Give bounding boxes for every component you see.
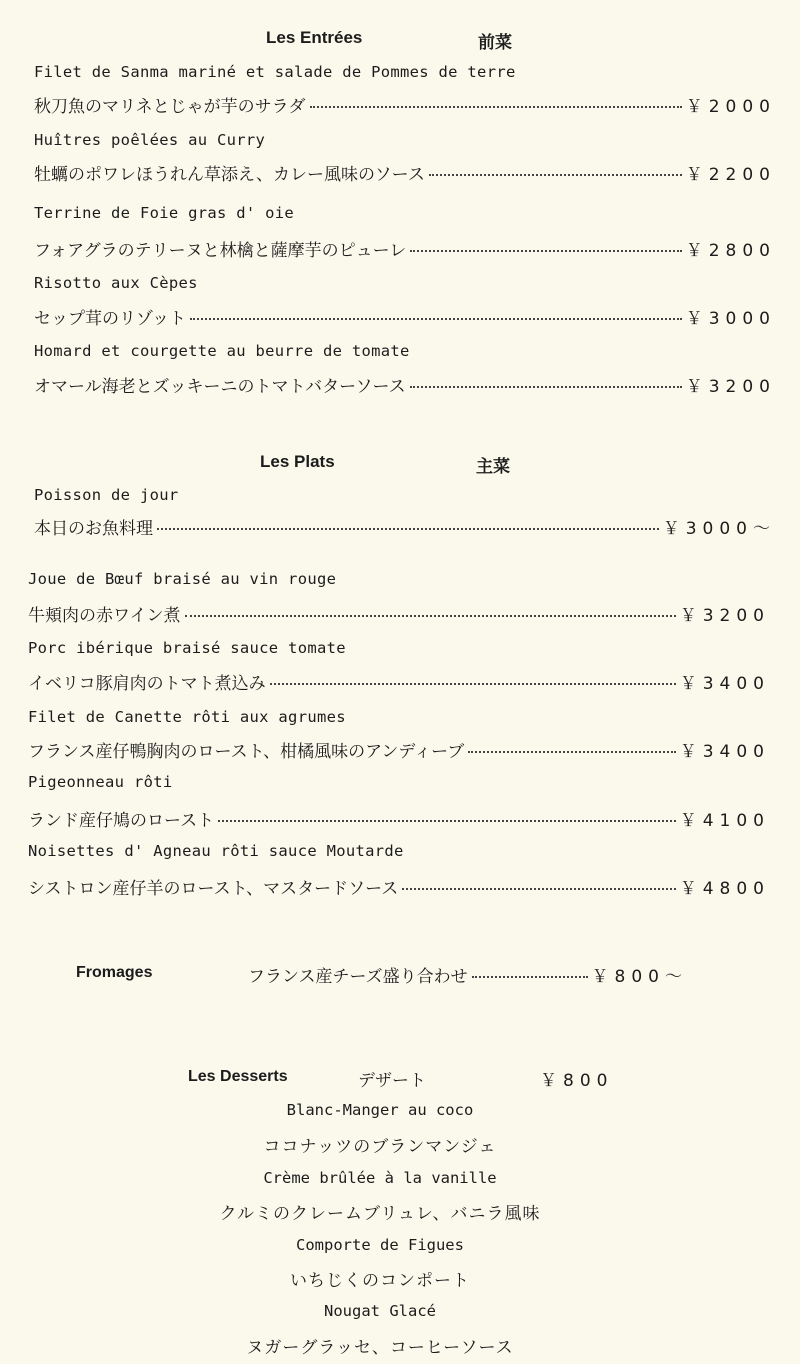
plat-6-jp: シストロン産仔羊のロースト、マスタードソース <box>28 879 399 899</box>
plat-1-price: ￥3000〜 <box>662 519 776 539</box>
dot-leader <box>472 976 588 978</box>
dessert-2-jp: クルミのクレームブリュレ、バニラ風味 <box>219 1204 541 1224</box>
entree-1-price: ￥2000 <box>685 97 776 117</box>
entree-5-line <box>34 372 776 397</box>
fromages-jp: フランス産チーズ盛り合わせ <box>248 967 468 987</box>
dot-leader <box>218 820 676 822</box>
plats-title-fr: Les Plats <box>260 452 335 471</box>
plat-3-jp: イベリコ豚肩肉のトマト煮込み <box>28 674 266 694</box>
dessert-2-fr: Crème brûlée à la vanille <box>263 1169 497 1187</box>
dot-leader <box>410 250 681 252</box>
plat-2-line <box>28 601 770 626</box>
dot-leader <box>410 386 682 388</box>
fromages-row <box>0 962 800 986</box>
entree-5-jp: オマール海老とズッキーニのトマトバターソース <box>34 377 406 397</box>
dessert-4-fr: Nougat Glacé <box>324 1302 436 1320</box>
plat-6-fr: Noisettes d' Agneau rôti sauce Moutarde <box>28 842 404 860</box>
entree-1-fr: Filet de Sanma mariné et salade de Pommes de terre <box>34 63 516 81</box>
desserts-title-jp: デザート <box>358 1071 426 1091</box>
plat-3-line <box>28 669 770 694</box>
desserts-price: ￥800 <box>540 1071 614 1091</box>
dessert-1-fr: Blanc-Manger au coco <box>286 1101 474 1119</box>
plat-6-price: ￥4800 <box>679 879 770 899</box>
dot-leader <box>190 318 682 320</box>
dessert-3-jp: いちじくのコンポート <box>290 1271 470 1291</box>
plat-5-line <box>28 806 770 831</box>
fromages-price: ￥800〜 <box>591 967 688 987</box>
plat-2-jp: 牛頬肉の赤ワイン煮 <box>28 606 181 626</box>
plat-1-fr: Poisson de jour <box>34 486 179 504</box>
entree-5-fr: Homard et courgette au beurre de tomate <box>34 342 410 360</box>
entree-4-jp: セップ茸のリゾット <box>34 309 186 329</box>
entree-2-fr: Huîtres poêlées au Curry <box>34 131 266 149</box>
plat-1-line <box>34 514 776 539</box>
desserts-heading <box>0 1066 800 1090</box>
fromages-label: Fromages <box>76 964 153 981</box>
plat-4-fr: Filet de Canette rôti aux agrumes <box>28 708 346 726</box>
entree-2-price: ￥2200 <box>685 165 776 185</box>
plat-2-price: ￥3200 <box>679 606 770 626</box>
entree-4-price: ￥3000 <box>685 309 776 329</box>
dot-leader <box>402 888 675 890</box>
entree-5-price: ￥3200 <box>685 377 776 397</box>
plat-4-jp: フランス産仔鴨胸肉のロースト、柑橘風味のアンディーブ <box>28 742 465 762</box>
dot-leader <box>429 174 682 176</box>
plat-5-fr: Pigeonneau rôti <box>28 773 173 791</box>
entree-4-fr: Risotto aux Cèpes <box>34 274 198 292</box>
entree-1-line <box>34 92 776 117</box>
fromages-line <box>248 962 688 987</box>
entree-3-price: ￥2800 <box>685 241 776 261</box>
dessert-1-jp: ココナッツのブランマンジェ <box>263 1137 497 1157</box>
dot-leader <box>310 106 682 108</box>
entree-3-line <box>34 236 776 261</box>
entree-1-jp: 秋刀魚のマリネとじゃが芋のサラダ <box>34 97 306 117</box>
entree-2-jp: 牡蠣のポワレほうれん草添え、カレー風味のソース <box>34 165 425 185</box>
plat-2-fr: Joue de Bœuf braisé au vin rouge <box>28 570 337 588</box>
dessert-3-fr: Comporte de Figues <box>296 1236 464 1254</box>
dot-leader <box>468 751 676 753</box>
entree-2-line <box>34 160 776 185</box>
entree-3-jp: フォアグラのテリーヌと林檎と薩摩芋のピューレ <box>34 241 407 261</box>
plat-3-price: ￥3400 <box>679 674 770 694</box>
entrees-title-fr: Les Entrées <box>266 28 363 47</box>
dessert-4-jp: ヌガーグラッセ、コーヒーソース <box>246 1338 514 1358</box>
desserts-title-fr: Les Desserts <box>188 1068 288 1085</box>
plat-4-line <box>28 737 770 762</box>
plat-1-jp: 本日のお魚料理 <box>34 519 153 539</box>
dot-leader <box>270 683 676 685</box>
plat-5-jp: ランド産仔鳩のロースト <box>28 811 215 831</box>
entrees-title-jp: 前菜 <box>478 33 512 52</box>
dot-leader <box>185 615 676 617</box>
plat-3-fr: Porc ibérique braisé sauce tomate <box>28 639 346 657</box>
plats-title-jp: 主菜 <box>476 457 510 476</box>
entree-4-line <box>34 304 776 329</box>
entree-3-fr: Terrine de Foie gras d' oie <box>34 204 295 222</box>
plat-5-price: ￥4100 <box>679 811 770 831</box>
plat-6-line <box>28 874 770 899</box>
dot-leader <box>157 528 659 530</box>
plat-4-price: ￥3400 <box>679 742 770 762</box>
